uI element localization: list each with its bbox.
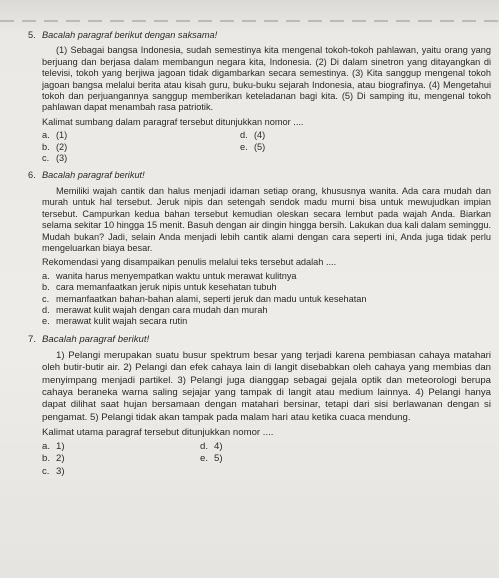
question-paragraph: Memiliki wajah cantik dan halus menjadi idaman setiap orang, khususnya wanita. Ada cara mudah dan murah untuk hal tersebut. Jeruk nipis dan setengah sendok madu murni bisa untuk mewujudkan impian tersebut. Campurkan kedua bahan tersebut kemudian oleskan secara lembut pada wajah Anda. Biarkan selama sekitar 10 hingga 15 menit. Basuh dengan air dingin hingga bersih. Lakukan dua kali dalam seminggu. Mudah bukan? Jadi, selain Anda menjadi lebih cantik alami dengan cara seperti ini, Anda juga tidak perlu mengeluarkan biaya besar.: [42, 185, 491, 253]
question-6: [8, 170, 491, 327]
option-c: c. memanfaatkan bahan-bahan alami, seperti jeruk dan madu untuk kesehatan: [42, 293, 367, 304]
option-a: a. wanita harus menyempatkan waktu untuk merawat kulitnya: [42, 270, 297, 281]
question-heading: Bacalah paragraf berikut!: [42, 333, 150, 345]
question-7: [8, 334, 491, 478]
option-d: d. 4): [200, 441, 223, 453]
question-prompt: Kalimat utama paragraf tersebut ditunjukkan nomor ....: [42, 426, 274, 438]
option-b: b. cara memanfaatkan jeruk nipis untuk kesehatan tubuh: [42, 282, 277, 293]
question-number: 6.: [28, 170, 36, 181]
option-e: e. merawat kulit wajah secara rutin: [42, 316, 188, 327]
question-prompt: Kalimat sumbang dalam paragraf tersebut ditunjukkan nomor ....: [42, 116, 304, 127]
question-number: 7.: [28, 333, 37, 345]
question-5: [8, 30, 491, 164]
answer-options: [42, 271, 491, 328]
option-c: c. 3): [42, 465, 65, 477]
answer-options: [42, 441, 491, 478]
option-b: b. (2): [42, 141, 68, 152]
option-d: d. (4): [240, 130, 266, 141]
option-c: c. (3): [42, 153, 68, 164]
question-paragraph: 1) Pelangi merupakan suatu busur spektrum besar yang terjadi karena pembiasan cahaya matahari oleh butir-butir air. 2) Pelangi dan efek cahaya lain di langit disebabkan oleh cahaya yang membias dan menyimpang menjadi partikel. 3) Pelangi juga dianggap sebagai gejala optik dan meteorologi berupa cahaya beraneka warna saling sejajar yang tampak di langit atau medium lainnya. 4) Pelangi hanya dapat dilihat saat hujan bersamaan dengan matahari bersinar, tetapi dari sisi berlawanan dengan si pengamat. 5) Pelangi tidak akan tampak pada malam hari atau ketika cuaca mendung.: [42, 350, 491, 423]
option-a: a. 1): [42, 441, 65, 453]
question-prompt: Rekomendasi yang disampaikan penulis melalui teks tersebut adalah ....: [42, 257, 337, 268]
question-heading: Bacalah paragraf berikut dengan saksama!: [42, 30, 218, 40]
option-a: a. (1): [42, 130, 68, 141]
option-b: b. 2): [42, 453, 65, 465]
option-d: d. merawat kulit wajah dengan cara mudah dan murah: [42, 304, 268, 315]
answer-options: [42, 130, 491, 164]
option-e: e. (5): [240, 141, 266, 152]
option-e: e. 5): [200, 453, 223, 465]
question-paragraph: (1) Sebagai bangsa Indonesia, sudah semestinya kita mengenal tokoh-tokoh pahlawan, yaitu orang yang berjuang dan berjasa dalam membangun negara kita, Indonesia. (2) Di dalam sinetron yang ditayangkan di televisi, tokoh yang berjiwa jagoan tidak digambarkan secara semestinya. (3) Kita sanggup mengenal tokoh jagoan bangsa melalui berita atau kisah guru, buku-buku sejarah Indonesia, atau biografinya. (4) Mengetahui tokoh dan perjuangannya sanggup memberikan keteladanan bagi kita. (5) Di samping itu, mengenal tokoh pahlawan dapat menambah rasa patriotik.: [42, 45, 491, 113]
question-heading: Bacalah paragraf berikut!: [42, 170, 145, 181]
question-number: 5.: [28, 30, 36, 40]
header-divider: [0, 20, 499, 22]
